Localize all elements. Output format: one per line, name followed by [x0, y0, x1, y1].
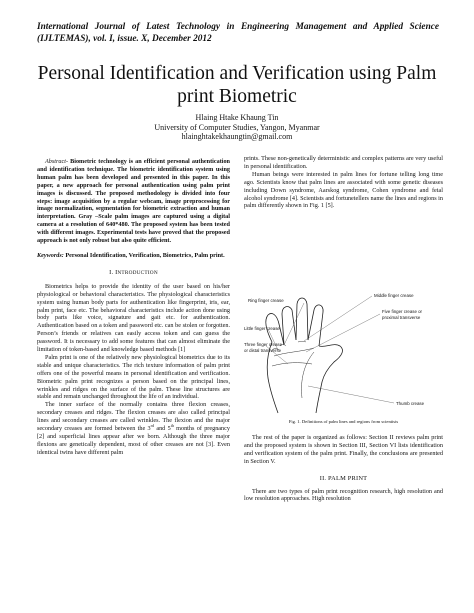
journal-header: International Journal of Latest Technology in Engineering Management and Applied Science (IJLTEMAS), vol. I, issue. X, December 2012 — [37, 22, 439, 44]
label-middle-finger: Middle finger crease — [374, 293, 414, 298]
intro-paragraph-1: Biometrics helps to provide the identity of the user based on his/her physiological or behavioral characteristics. The physiological characteristics system using human body parts for authentication like fingerprint, iris, ear, palm print, face etc. The behavioral characteristics include action done using body parts like voice, signature and gait etc. for authentication. Authentication based on a token and password etc. can be stolen or forgotten. Person’s friends or relatives can easily access token and can guess the password. It is necessary to add some features that can almost eliminate the limitation of token-based and knowledge based methods [1] — [37, 282, 230, 354]
section2-title: PALM PRINT — [328, 474, 368, 482]
label-five-finger: Five finger crease or — [382, 309, 423, 314]
right-paragraph-3: The rest of the paper is organized as follows: Section II reviews palm print and the proposed system is shown in Section III, Section VI lists identification and verification system of the palm print. Finally, the conclusions are presented in Section V. — [244, 434, 443, 465]
section-heading-palm-print — [244, 475, 443, 483]
crease-middle — [298, 341, 306, 342]
right-paragraph-cont: prints. These non-genetically deterministic and complex patterns are very useful in personal identification. — [244, 155, 443, 170]
intro-p3-sup1: rd — [150, 423, 154, 429]
label-three-finger: Three finger crease — [244, 342, 283, 347]
section-title-initial: I — [115, 268, 118, 276]
keywords-label: Keywords: — [37, 251, 64, 259]
intro-p3-sup2: th — [170, 423, 174, 429]
label-little-finger: Little finger crease — [244, 326, 280, 331]
label-leaders — [266, 296, 394, 403]
left-column — [37, 158, 230, 457]
right-paragraph-2: Human beings were interested in palm lines for fortune telling long time ago. Scientists know that palm lines are associated with some genetic diseases including Down syndrome, Aarskog syndrome, Cohen syndrome and fetal alcohol syndrome [4]. Scientists and fortunetellers name the lines and regions in palm differently shown in Fig. 1 [5]. — [244, 170, 443, 210]
section-number: I. — [109, 268, 114, 276]
keywords — [37, 252, 230, 260]
right-column-top — [244, 155, 443, 210]
intro-p3-c: months of pregnancy [2] and superficial lines appear after we born. Although the three major flexions are genetically dependent, most of other creases are not [3]. Even identical twins have different palm — [37, 425, 230, 456]
section2-number: II. — [319, 474, 327, 482]
section-title-rest: NTRODUCTION — [117, 269, 158, 276]
author-name: Hlaing Htake Khaung Tin — [195, 113, 279, 122]
paper-title: Personal Identification and Verification using Palm print Biometric — [37, 63, 437, 107]
intro-p3-a: The inner surface of the normally contains three flexion creases, secondary creases and ridges. The flexion creases are also called principal lines and secondary creases are called wrinkles. The flexion and the major secondary creases are formed between the 3 — [37, 401, 230, 433]
right-paragraph-4: There are two types of palm print recognition research, high resolution and low resolution approaches. High resolution — [244, 487, 443, 503]
author-affiliation: University of Computer Studies, Yangon, Myanmar — [154, 122, 320, 132]
author-block — [100, 113, 374, 142]
abstract-text: Biometric technology is an efficient personal authentication and identification technique. The biometric identification system using human palm has been developed and presented in this paper. In this paper, a new approach for personal authentication using palm print images is discussed. The proposed methodology is divided into four steps: image acquisition by a regular webcam, image preprocessing for image normalization, segmentation for biometric extraction and human interpretation. Gray –Scale palm images are captured using a digital camera at a resolution of 640*480. The proposed system has been tested with different images. Experimental tests have proved that the proposed approach is not only robust but also quite efficient. — [37, 158, 231, 245]
crease-thumb — [302, 352, 315, 398]
figure-caption: Fig. 1. Definitions of palm lines and regions from scientists — [288, 419, 399, 424]
palm-figure — [244, 290, 443, 415]
abstract — [37, 158, 230, 245]
intro-p3-b: and 5 — [154, 425, 171, 433]
label-ring-finger: Ring finger crease — [248, 298, 284, 303]
intro-paragraph-2: Palm print is one of the relatively new physiological biometrics due to its stable and unique characteristics. The rich texture information of palm print offers one of the powerful means in personal identification and verification. Biometric palm print recognizes a person based on the principal lines, wrinkles and ridges on the surface of the palm. These line structures are stable and remain unchanged throughout the life of an individual. — [37, 353, 230, 401]
right-column-bottom — [244, 434, 443, 503]
author-email: hlainghtakekhaungtin@gmail.com — [181, 132, 293, 142]
label-three-finger-2: or distal transverse — [244, 348, 282, 353]
keywords-text: Personal Identification, Verification, Biometrics, Palm print. — [65, 251, 225, 259]
abstract-label: Abstract- — [45, 158, 69, 165]
label-thumb: Thumb crease — [396, 401, 425, 406]
label-five-finger-2: proximal transverse — [382, 315, 421, 320]
intro-paragraph-3 — [37, 401, 230, 456]
section-heading-introduction — [37, 269, 230, 278]
